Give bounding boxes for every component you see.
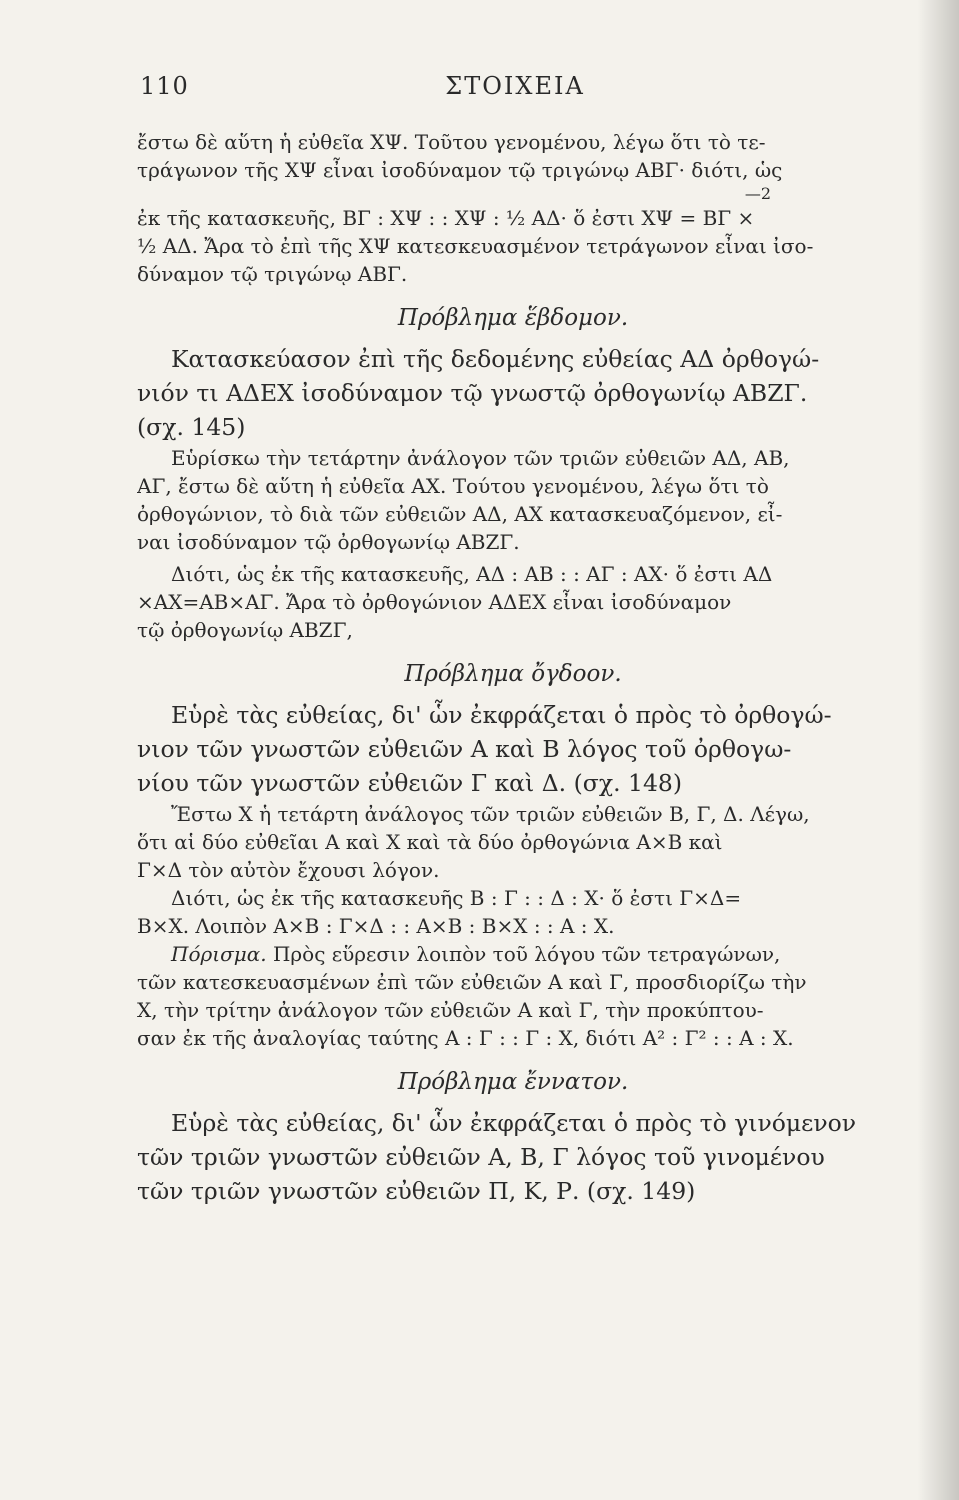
- text-line: Β×Χ. Λοιπὸν Α×Β : Γ×Δ : : Α×Β : Β×Χ : : Α : Χ.: [137, 914, 615, 938]
- page-body: [137, 128, 889, 1208]
- text-line: τῶν κατεσκευασμένων ἐπὶ τῶν εὐθειῶν Α καὶ Γ, προσδιορίζω τὴν: [137, 970, 807, 994]
- text-line: ×ΑΧ=ΑΒ×ΑΓ. Ἄρα τὸ ὀρθογώνιον ΑΔΕΧ εἶναι ἰσοδύναμον: [137, 590, 732, 614]
- section-heading: Πρόβλημα ἕβδομον.: [397, 305, 629, 331]
- text-line: Χ, τὴν τρίτην ἀνάλογον τῶν εὐθειῶν Α καὶ Γ, τὴν προκύπτου-: [137, 998, 764, 1022]
- problem-statement: [137, 698, 889, 800]
- intro-paragraph: [137, 128, 889, 288]
- statement-line: νίου τῶν γνωστῶν εὐθειῶν Γ καὶ Δ. (σχ. 148): [137, 769, 683, 797]
- text-line: ὅτι αἱ δύο εὐθεῖαι Α καὶ Χ καὶ τὰ δύο ὀρθογώνια Α×Β καὶ: [137, 830, 723, 854]
- solution-paragraph: [137, 444, 889, 556]
- text-line: ναι ἰσοδύναμον τῷ ὀρθογωνίῳ ΑΒΖΓ.: [137, 530, 520, 554]
- proof-paragraph: [137, 560, 889, 644]
- text-line: τράγωνον τῆς ΧΨ εἶναι ἰσοδύναμον τῷ τριγώνῳ ΑΒΓ· διότι, ὡς: [137, 158, 783, 182]
- statement-line: Εὑρὲ τὰς εὐθείας, δι' ὧν ἐκφράζεται ὁ πρὸς τὸ ὀρθογώ-: [171, 701, 832, 729]
- porisma-label: Πόρισμα.: [171, 942, 267, 966]
- text-line: ἐκ τῆς κατασκευῆς, ΒΓ : ΧΨ : : ΧΨ : ½ ΑΔ· ὅ ἐστι ΧΨ = ΒΓ ×: [137, 206, 755, 230]
- running-title: ΣΤΟΙΧΕΙΑ: [445, 72, 585, 100]
- text-line: Ἔστω Χ ἡ τετάρτη ἀνάλογος τῶν τριῶν εὐθειῶν Β, Γ, Δ. Λέγω,: [171, 802, 810, 826]
- statement-line: (σχ. 145): [137, 413, 246, 441]
- text-line: ὀρθογώνιον, τὸ διὰ τῶν εὐθειῶν ΑΔ, ΑΧ κατασκευαζόμενον, εἶ-: [137, 502, 783, 526]
- text-line: [137, 940, 889, 968]
- statement-line: τῶν τριῶν γνωστῶν εὐθειῶν Π, Κ, Ρ. (σχ. 149): [137, 1177, 696, 1205]
- text-line: ΑΓ, ἔστω δὲ αὕτη ἡ εὐθεῖα ΑΧ. Τούτου γενομένου, λέγω ὅτι τὸ: [137, 474, 769, 498]
- problem-statement: [137, 1106, 889, 1208]
- section-heading: Πρόβλημα ὄγδοον.: [404, 661, 622, 687]
- porisma-text: Πρὸς εὕρεσιν λοιπὸν τοῦ λόγου τῶν τετραγώνων,: [266, 942, 781, 966]
- page-header: [140, 72, 890, 108]
- section-heading: Πρόβλημα ἔννατον.: [397, 1069, 629, 1095]
- text-line: Διότι, ὡς ἐκ τῆς κατασκευῆς Β : Γ : : Δ : Χ· ὅ ἐστι Γ×Δ=: [171, 886, 742, 910]
- text-line: Γ×Δ τὸν αὐτὸν ἔχουσι λόγον.: [137, 858, 440, 882]
- solution-paragraph: [137, 800, 889, 884]
- text-line: Διότι, ὡς ἐκ τῆς κατασκευῆς, ΑΔ : ΑΒ : : ΑΓ : ΑΧ· ὅ ἐστι ΑΔ: [171, 562, 773, 586]
- statement-line: νιον τῶν γνωστῶν εὐθειῶν Α καὶ Β λόγος τοῦ ὀρθογω-: [137, 735, 792, 763]
- statement-line: Εὑρὲ τὰς εὐθείας, δι' ὧν ἐκφράζεται ὁ πρὸς τὸ γινόμενον: [171, 1109, 857, 1137]
- statement-line: τῶν τριῶν γνωστῶν εὐθειῶν Α, Β, Γ λόγος τοῦ γινομένου: [137, 1143, 825, 1171]
- problem-statement: [137, 342, 889, 444]
- statement-line: Κατασκεύασον ἐπὶ τῆς δεδομένης εὐθείας ΑΔ ὀρθογώ-: [171, 345, 820, 373]
- superscript-note: —2: [744, 184, 771, 203]
- text-line: ἔστω δὲ αὕτη ἡ εὐθεῖα ΧΨ. Τοῦτου γενομένου, λέγω ὅτι τὸ τε-: [137, 130, 766, 154]
- porisma-paragraph: [137, 940, 889, 1052]
- page-number: 110: [140, 72, 189, 100]
- text-line: ½ ΑΔ. Ἄρα τὸ ἐπὶ τῆς ΧΨ κατεσκευασμένον τετράγωνον εἶναι ἰσο-: [137, 234, 814, 258]
- text-line: σαν ἐκ τῆς ἀναλογίας ταύτης Α : Γ : : Γ : Χ, διότι Α² : Γ² : : Α : Χ.: [137, 1026, 794, 1050]
- page-edge-shadow: [917, 0, 959, 1500]
- text-line: Εὑρίσκω τὴν τετάρτην ἀνάλογον τῶν τριῶν εὐθειῶν ΑΔ, ΑΒ,: [171, 446, 790, 470]
- text-line: τῷ ὀρθογωνίῳ ΑΒΖΓ,: [137, 618, 353, 642]
- statement-line: νιόν τι ΑΔΕΧ ἰσοδύναμον τῷ γνωστῷ ὀρθογωνίῳ ΑΒΖΓ.: [137, 379, 808, 407]
- proof-paragraph: [137, 884, 889, 940]
- text-line: δύναμον τῷ τριγώνῳ ΑΒΓ.: [137, 262, 408, 286]
